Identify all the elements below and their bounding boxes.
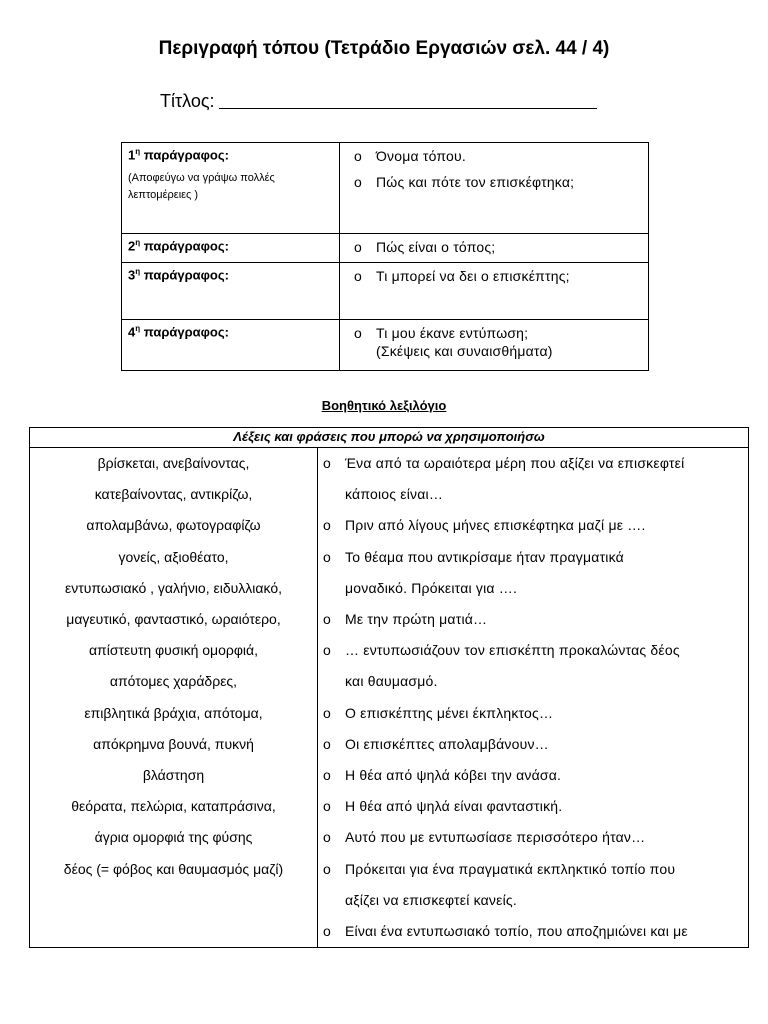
paragraph-label: $4^\eta$ παράγραφος: [128,324,229,340]
phrase-line: Το θέαμα που αντικρίσαμε ήταν πραγματικά [345,548,624,565]
phrase-item [318,760,744,791]
outline-row [122,234,649,263]
bullet-item: o Πώς είναι ο τόπος; [354,239,496,255]
phrase-line: Αυτό που με εντυπωσίασε περισσότερο ήταν… [345,829,646,846]
phrase-item [318,635,744,697]
paragraph-label: $2^\eta$ παράγραφος: [128,238,229,254]
outline-row [122,320,649,371]
phrase-item [318,448,744,510]
vocabulary-header-row [30,428,749,448]
phrase-item [318,854,744,916]
bullet-marker: o [323,517,331,534]
outline-label-cell [122,320,340,371]
outline-row [122,263,649,320]
outline-row [122,143,649,234]
bullet-marker: o [323,860,331,877]
bullet-marker: o [323,767,331,784]
bullet-marker: o [323,548,331,565]
word-line: δέος (= φόβος και θαυμασμός μαζί) [63,860,284,877]
phrase-item [318,604,744,635]
outline-label-cell [122,143,340,234]
bullet-marker: o [323,642,331,659]
outline-content-cell [340,263,649,320]
bullet-marker: o [323,798,331,815]
word-line: άγρια ομορφιά της φύσης [94,829,253,846]
phrase-line: Ένα από τα ωραιότερα μέρη που αξίζει να επισκεφτεί [345,455,685,471]
vocabulary-title: Βοηθητικό λεξιλόγιο [321,398,447,413]
bullet-item: o Πώς και πότε τον επισκέφτηκα; [354,174,575,190]
bullet-marker: o [323,611,331,628]
bullet-marker: o [323,704,331,721]
phrase-line: Με την πρώτη ματιά… [345,611,488,628]
word-line: βλάστηση [142,767,205,784]
phrase-item [318,510,744,541]
paragraph-label: $1^\eta$ παράγραφος: [128,147,229,163]
word-line: γονείς, αξιοθέατο, [118,548,229,565]
phrase-line: Οι επισκέπτες απολαμβάνουν… [345,735,549,752]
title-blank-line [219,90,597,109]
vocabulary-table [29,427,749,948]
phrase-line: αξίζει να επισκεφτεί κανείς. [345,891,517,908]
phrase-item [318,542,744,604]
phrase-item [318,729,744,760]
phrase-line: Πριν από λίγους μήνες επισκέφτηκα μαζί με …. [345,517,646,534]
phrase-line: κάποιος είναι… [345,486,444,503]
phrase-line: μοναδικό. Πρόκειται για …. [345,579,518,596]
word-line: βρίσκεται, ανεβαίνοντας, [97,455,250,471]
paragraph-outline-table [121,142,649,371]
word-line: μαγευτικό, φανταστικό, ωραιότερο, [66,611,281,628]
vocabulary-header: Λέξεις και φράσεις που μπορώ να χρησιμοποιήσω [30,428,749,448]
phrase-line: Πρόκειται για ένα πραγματικά εκπληκτικό τοπίο που [345,860,676,877]
word-line: απότομες χαράδρες, [109,673,238,690]
phrase-list-cell [318,448,749,948]
bullet-item: o Τι μου έκανε εντύπωση; [354,325,529,341]
outline-content-cell [340,143,649,234]
bullet-continuation: (Σκέψεις και συναισθήματα) [376,343,553,359]
word-list-cell [30,448,318,948]
word-line: απόκρημνα βουνά, πυκνή [93,735,254,752]
outline-content-cell [340,320,649,371]
phrase-line: … εντυπωσιάζουν τον επισκέπτη προκαλώντας δέος [345,642,680,659]
word-line: θεόρατα, πελώρια, καταπράσινα, [71,798,276,815]
word-line: κατεβαίνοντας, αντικρίζω, [94,486,253,503]
phrase-item [318,916,744,947]
vocabulary-body-row [30,448,749,948]
phrase-item [318,791,744,822]
phrase-line: Ο επισκέπτης μένει έκπληκτος… [345,704,554,721]
outline-label-cell [122,263,340,320]
word-line: απίστευτη φυσική ομορφιά, [88,642,259,659]
outline-label-cell [122,234,340,263]
phrase-line: Η θέα από ψηλά είναι φανταστική. [345,798,563,815]
phrase-line: Η θέα από ψηλά κόβει την ανάσα. [345,767,562,784]
bullet-item: o Τι μπορεί να δει ο επισκέπτης; [354,268,570,284]
word-line: επιβλητικά βράχια, απότομα, [84,704,263,721]
title-label: Τίτλος: [160,91,215,111]
bullet-marker: o [323,923,331,940]
word-line: εντυπωσιακό , γαλήνιο, ειδυλλιακό, [64,579,282,596]
bullet-marker: o [323,735,331,752]
title-field [160,90,597,112]
paragraph-label: $3^\eta$ παράγραφος: [128,267,229,283]
bullet-marker: o [323,829,331,846]
word-line: απολαμβάνω, φωτογραφίζω [86,517,261,534]
page-title: Περιγραφή τόπου (Τετράδιο Εργασιών σελ. 44 / 4) [158,38,610,59]
bullet-marker: o [323,455,331,471]
phrase-item [318,822,744,853]
phrase-line: Είναι ένα εντυπωσιακό τοπίο, που αποζημιώνει και με [345,923,688,940]
phrase-item [318,698,744,729]
paragraph-note: (Αποφεύγω να γράψω πολλές λεπτομέρειες ) [128,172,275,202]
bullet-item: o Όνομα τόπου. [354,148,466,164]
phrase-line: και θαυμασμό. [345,673,438,690]
outline-content-cell [340,234,649,263]
